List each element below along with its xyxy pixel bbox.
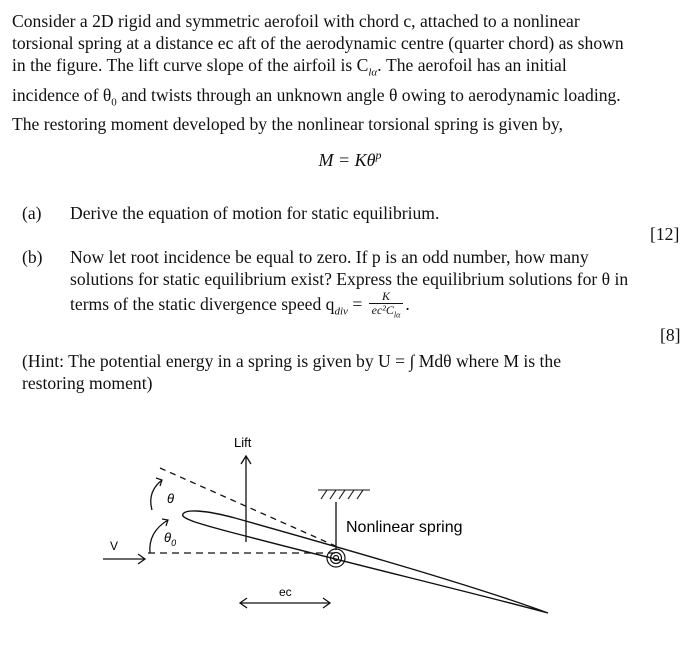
spring-label: Nonlinear spring — [346, 519, 463, 536]
part-a-marks: [12] — [650, 224, 680, 244]
theta0-label: $\theta_0$ — [164, 530, 177, 548]
problem-statement — [12, 10, 684, 135]
ec-dimension-arrow — [240, 598, 330, 608]
part-a-label: (a) — [22, 203, 42, 223]
intro-line-1: Consider a 2D rigid and symmetric aerofoil with chord c, attached to a nonlinear — [12, 11, 580, 31]
velocity-arrow — [103, 554, 145, 564]
hint — [22, 350, 684, 394]
intro-line-4: incidence of $\theta_0$ and twists through an unknown angle θ owing to aerodynamic loading. — [12, 84, 621, 109]
hint-line-2: restoring moment) — [22, 373, 153, 393]
lift-arrow — [241, 456, 251, 542]
lift-label: Lift — [234, 435, 252, 450]
hint-line-1: (Hint: The potential energy in a spring is given by U = ∫ Mdθ where M is the — [22, 351, 562, 371]
moment-equation: $M = K\theta^p$ — [318, 148, 382, 170]
spring-ground-hatch — [318, 490, 370, 499]
part-b-marks: [8] — [660, 325, 681, 345]
part-b-line-1: Now let root incidence be equal to zero. If p is an odd number, how many — [70, 247, 589, 267]
part-b-line-2: solutions for static equilibrium exist? Express the equilibrium solutions for θ in — [70, 269, 629, 289]
intro-line-5: The restoring moment developed by the nonlinear torsional spring is given by, — [12, 114, 563, 135]
part-b-line-3: terms of the static divergence speed $q_{div}$ = $\frac{K}{ec^2C_{l\alpha}}$ . — [70, 289, 410, 320]
ec-label: ec — [279, 585, 292, 599]
intro-line-2: torsional spring at a distance ec aft of the aerodynamic centre (quarter chord) as shown — [12, 33, 624, 53]
aerofoil-figure — [0, 420, 700, 660]
velocity-label: V — [110, 539, 119, 553]
part-b-text — [70, 246, 684, 322]
theta-label: θ — [167, 491, 175, 506]
intro-line-3: in the figure. The lift curve slope of the airfoil is $C_{l\alpha}$. The aerofoil has an initial — [12, 55, 567, 79]
part-a — [22, 202, 684, 226]
divergence-fraction: $\frac{K}{ec^2C_{l\alpha}}$ — [369, 290, 404, 321]
part-b — [22, 246, 684, 320]
part-a-text: Derive the equation of motion for static equilibrium. — [70, 203, 440, 223]
part-b-label: (b) — [22, 247, 43, 267]
